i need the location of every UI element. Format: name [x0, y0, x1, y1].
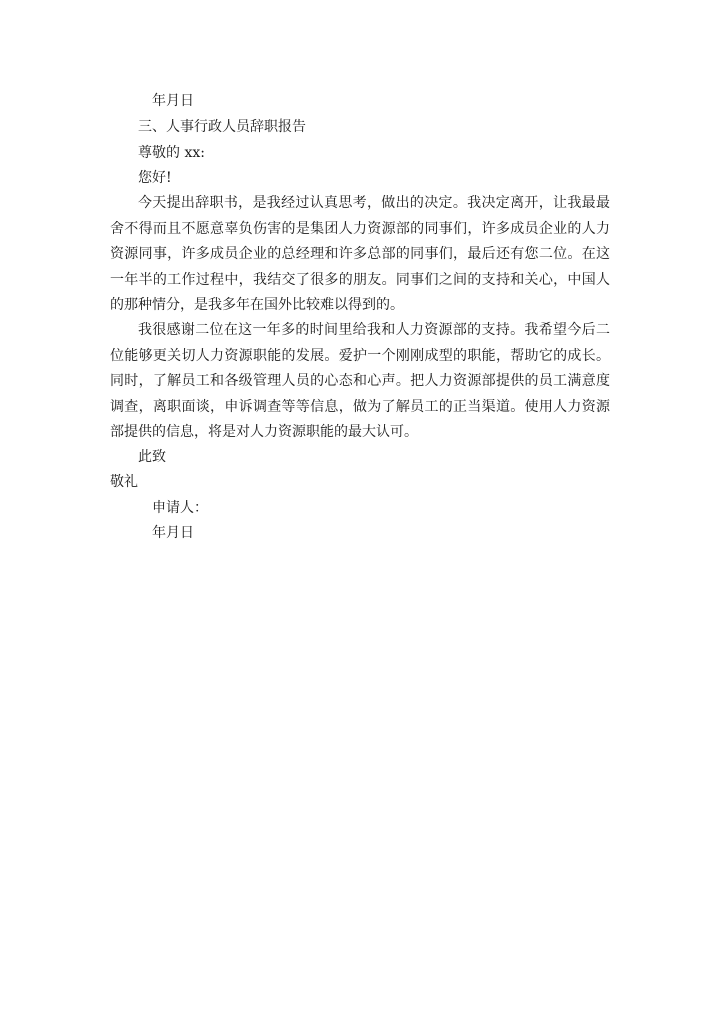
closing-ci-zhi: 此致: [138, 449, 166, 465]
section-title: 三、人事行政人员辞职报告: [138, 119, 306, 135]
applicant-label: 申请人：: [152, 500, 208, 516]
greeting: 您好!: [138, 170, 172, 186]
body-paragraph-2: 我很感谢二位在这一年多的时间里给我和人力资源部的支持。我希望今后二位能够更关切人力资源职能的发展。爱护一个刚刚成型的职能，帮助它的成长。同时，了解员工和各级管理人员的心态和心声。把人力资源部提供的员工满意度调查，离职面谈，申诉调查等等信息，做为了解员工的正当渠道。使用人力资源部提供的信息，将是对人力资源职能的最大认可。: [110, 322, 610, 440]
date-top: 年月日: [152, 93, 194, 109]
date-bottom: 年月日: [152, 525, 194, 541]
body-paragraph-1: 今天提出辞职书，是我经过认真思考，做出的决定。我决定离开，让我最最舍不得而且不愿意辜负伤害的是集团人力资源部的同事们，许多成员企业的人力资源同事，许多成员企业的总经理和许多总部的同事们，最后还有您二位。在这一年半的工作过程中，我结交了很多的朋友。同事们之间的支持和关心，中国人的那种情分，是我多年在国外比较难以得到的。: [110, 195, 610, 313]
closing-jing-li: 敬礼: [110, 474, 138, 490]
salutation: 尊敬的 xx:: [138, 145, 205, 161]
